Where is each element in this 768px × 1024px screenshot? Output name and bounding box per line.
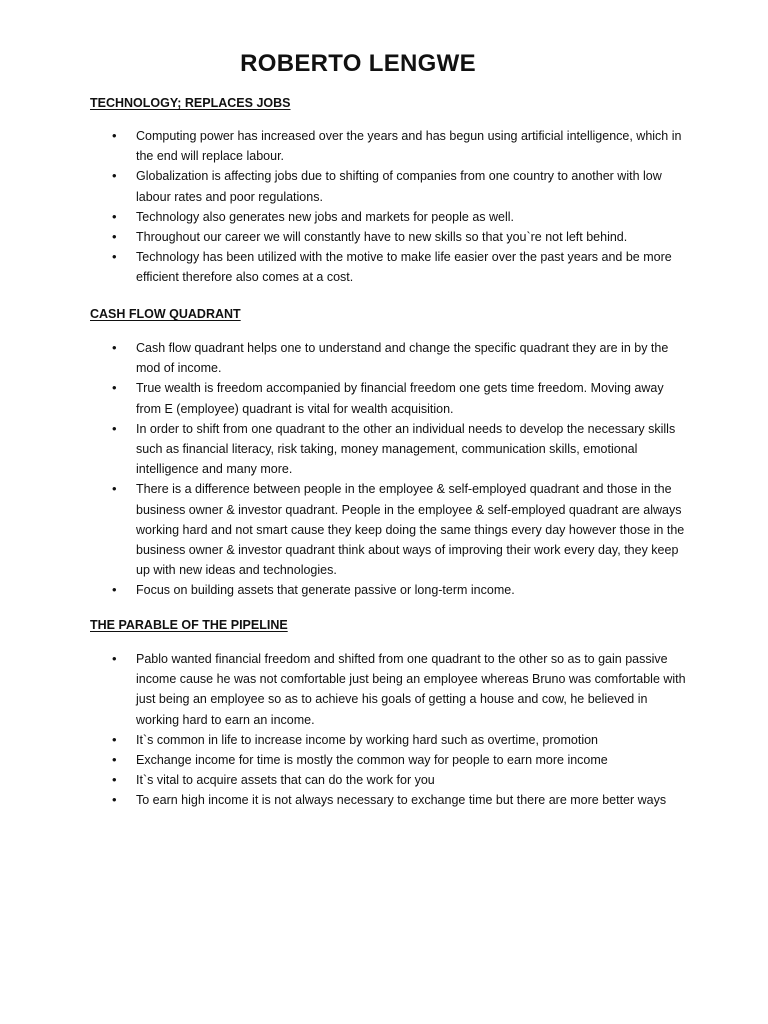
bullet-text: Technology has been utilized with the motive to make life easier over the past years and be more efficient therefore also comes at a cost. bbox=[136, 250, 672, 285]
list-item bbox=[0, 247, 688, 287]
bullet-text: It`s common in life to increase income by working hard such as overtime, promotion bbox=[136, 732, 598, 747]
section-heading-technology: TECHNOLOGY; REPLACES JOBS bbox=[90, 96, 291, 110]
bullet-text: To earn high income it is not always necessary to exchange time but there are more better ways bbox=[136, 793, 667, 808]
bullet-list-cash-flow-quadrant bbox=[0, 338, 768, 601]
list-item bbox=[0, 419, 688, 480]
bullet-text: Cash flow quadrant helps one to understand and change the specific quadrant they are in by the mod of income. bbox=[136, 341, 669, 376]
list-item bbox=[0, 580, 688, 600]
bullet-text: Exchange income for time is mostly the common way for people to earn more income bbox=[136, 753, 608, 768]
bullet-text: Focus on building assets that generate passive or long-term income. bbox=[136, 583, 515, 598]
list-item bbox=[0, 166, 688, 206]
bullet-text: There is a difference between people in the employee & self-employed quadrant and those in the business owner & investor quadrant. People in the employee & self-employed quadrant are always working hard and not smart cause they keep doing the same things every day however those in the business owner & investor quadrant think about ways of improving their work every day, they keep up with new ideas and technologies. bbox=[136, 482, 685, 578]
bullet-text: It`s vital to acquire assets that can do the work for you bbox=[136, 773, 435, 788]
section-heading-cash-flow-quadrant: CASH FLOW QUADRANT bbox=[90, 307, 241, 321]
bullet-list-parable-of-pipeline bbox=[0, 649, 768, 811]
bullet-text: Technology also generates new jobs and markets for people as well. bbox=[136, 209, 514, 224]
bullet-text: True wealth is freedom accompanied by financial freedom one gets time freedom. Moving away from E (employee) quadrant is vital for wealth acquisition. bbox=[136, 381, 664, 416]
list-item bbox=[0, 770, 688, 790]
list-item bbox=[0, 750, 688, 770]
list-item bbox=[0, 649, 688, 730]
bullet-text: Computing power has increased over the years and has begun using artificial intelligence, which in the end will replace labour. bbox=[136, 129, 682, 164]
list-item bbox=[0, 479, 688, 580]
section-heading-parable-of-pipeline: THE PARABLE OF THE PIPELINE bbox=[90, 618, 288, 632]
list-item bbox=[0, 338, 688, 378]
list-item bbox=[0, 126, 688, 166]
bullet-text: Throughout our career we will constantly have to new skills so that you`re not left behind. bbox=[136, 230, 628, 245]
list-item bbox=[0, 227, 688, 247]
bullet-text: In order to shift from one quadrant to the other an individual needs to develop the necessary skills such as financial literacy, risk taking, money management, communication skills, emotional intelligence and many more. bbox=[136, 421, 676, 477]
list-item bbox=[0, 790, 688, 810]
list-item bbox=[0, 378, 688, 418]
bullet-text: Globalization is affecting jobs due to shifting of companies from one country to another with low labour rates and poor regulations. bbox=[136, 169, 662, 204]
bullet-text: Pablo wanted financial freedom and shifted from one quadrant to the other so as to gain passive income cause he was not comfortable just being an employee whereas Bruno was comfortable with just being an employee so as to achieve his goals of getting a house and cow, he believed in working hard to earn an income. bbox=[136, 652, 686, 727]
bullet-list-technology bbox=[0, 126, 768, 288]
list-item bbox=[0, 207, 688, 227]
list-item bbox=[0, 730, 688, 750]
document-title: ROBERTO LENGWE bbox=[240, 50, 476, 77]
